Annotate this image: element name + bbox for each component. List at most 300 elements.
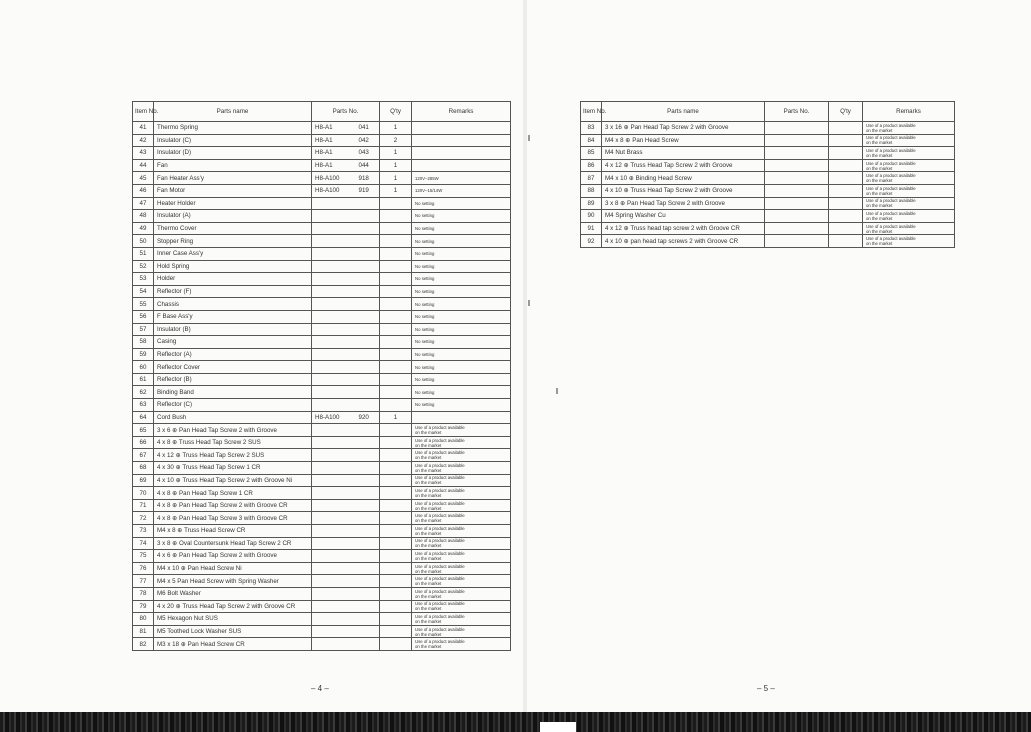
table-row — [133, 474, 511, 487]
quantity — [380, 348, 412, 361]
table-row — [133, 323, 511, 336]
remarks-cell — [412, 310, 511, 323]
parts-name: Casing — [154, 336, 312, 349]
quantity — [829, 147, 863, 160]
remarks-cell — [412, 562, 511, 575]
quantity — [380, 399, 412, 412]
quantity — [380, 537, 412, 550]
parts-no-suffix: 920 — [356, 411, 380, 424]
parts-no-suffix: 042 — [356, 134, 380, 147]
quantity — [380, 247, 412, 260]
remarks-cell — [412, 411, 511, 424]
item-no: 54 — [133, 285, 154, 298]
parts-name: Insulator (B) — [154, 323, 312, 336]
table-row — [581, 147, 955, 160]
table-row — [133, 587, 511, 600]
parts-name: Stopper Ring — [154, 235, 312, 248]
parts-no-suffix — [356, 436, 380, 449]
quantity — [380, 235, 412, 248]
remarks-cell — [412, 298, 511, 311]
remarks-cell — [863, 147, 955, 160]
remarks-line-2: on the market — [415, 480, 442, 486]
parts-name: 4 x 6 ⊕ Pan Head Tap Screw 2 with Groove — [154, 550, 312, 563]
table-row — [581, 159, 955, 172]
parts-name: Inner Case Ass'y — [154, 247, 312, 260]
parts-no-prefix — [312, 499, 356, 512]
table-row — [133, 147, 511, 160]
parts-no-prefix — [312, 235, 356, 248]
quantity — [380, 449, 412, 462]
parts-name: Thermo Cover — [154, 222, 312, 235]
table-row — [133, 550, 511, 563]
remarks-cell — [412, 638, 511, 651]
parts-name: M4 x 5 Pan Head Screw with Spring Washer — [154, 575, 312, 588]
parts-no-prefix — [312, 310, 356, 323]
remarks-cell — [863, 222, 955, 235]
table-header-row — [581, 102, 955, 122]
parts-name: Insulator (D) — [154, 147, 312, 160]
quantity — [380, 285, 412, 298]
parts-no-suffix — [356, 373, 380, 386]
parts-no-prefix — [312, 298, 356, 311]
quantity — [380, 298, 412, 311]
parts-name: Chassis — [154, 298, 312, 311]
scan-speck — [528, 300, 530, 306]
remarks-line-2: on the market — [415, 442, 442, 448]
table-row — [581, 184, 955, 197]
parts-no-suffix — [356, 247, 380, 260]
quantity — [380, 600, 412, 613]
scan-edge-strip — [0, 712, 1031, 732]
parts-no — [765, 122, 829, 135]
parts-no-prefix — [312, 336, 356, 349]
remarks-line-1: Use of a product available — [415, 550, 465, 556]
remarks-line-1: No setting — [415, 339, 435, 345]
parts-name: Reflector (F) — [154, 285, 312, 298]
remarks-cell — [412, 184, 511, 197]
remarks-line-1: Use of a product available — [415, 425, 465, 431]
parts-name: Fan Motor — [154, 184, 312, 197]
quantity — [380, 260, 412, 273]
parts-no-prefix — [312, 373, 356, 386]
table-row — [133, 197, 511, 210]
parts-no-prefix: H8-A1 — [312, 159, 356, 172]
parts-no-prefix — [312, 625, 356, 638]
remarks-cell — [863, 235, 955, 248]
table-row — [133, 537, 511, 550]
remarks-cell — [412, 600, 511, 613]
parts-no-suffix — [356, 537, 380, 550]
item-no: 78 — [133, 587, 154, 600]
item-no: 67 — [133, 449, 154, 462]
remarks-cell — [412, 462, 511, 475]
table-row — [133, 273, 511, 286]
remarks-cell — [412, 273, 511, 286]
scan-speck — [556, 388, 558, 394]
parts-no-prefix — [312, 474, 356, 487]
remarks-cell — [412, 386, 511, 399]
remarks-line-1: No setting — [415, 402, 435, 408]
table-row — [133, 449, 511, 462]
item-no: 45 — [133, 172, 154, 185]
parts-no-prefix — [312, 285, 356, 298]
parts-no-prefix: H8-A1 — [312, 134, 356, 147]
quantity — [380, 424, 412, 437]
remarks-cell — [412, 159, 511, 172]
remarks-line-2: on the market — [415, 505, 442, 511]
quantity — [380, 587, 412, 600]
left-parts-table — [132, 101, 511, 651]
item-no: 53 — [133, 273, 154, 286]
remarks-cell — [412, 247, 511, 260]
col-qty: Q'ty — [829, 102, 863, 122]
parts-name: 4 x 8 ⊕ Truss Head Tap Screw 2 SUS — [154, 436, 312, 449]
parts-no — [765, 235, 829, 248]
table-row — [581, 210, 955, 223]
remarks-line-2: on the market — [415, 593, 442, 599]
quantity: 1 — [380, 147, 412, 160]
scan-edge-notch — [540, 722, 576, 732]
quantity — [380, 474, 412, 487]
item-no: 85 — [581, 147, 602, 160]
remarks-line-2: on the market — [866, 127, 893, 133]
item-no: 71 — [133, 499, 154, 512]
remarks-cell — [412, 323, 511, 336]
parts-name: 3 x 16 ⊕ Pan Head Tap Screw 2 with Groove — [602, 122, 765, 135]
remarks-line-2: on the market — [866, 178, 893, 184]
remarks-line-1: No setting — [415, 200, 435, 206]
parts-no-suffix — [356, 273, 380, 286]
remarks-line-1: Use of a product available — [415, 639, 465, 645]
quantity — [380, 310, 412, 323]
quantity — [380, 197, 412, 210]
right-table-body — [581, 122, 955, 248]
parts-no-prefix — [312, 487, 356, 500]
remarks-line-1: No setting — [415, 377, 435, 383]
parts-no-prefix — [312, 575, 356, 588]
item-no: 83 — [581, 122, 602, 135]
quantity — [380, 562, 412, 575]
remarks-line-2: on the market — [415, 467, 442, 473]
remarks-line-1: No setting — [415, 238, 435, 244]
parts-no-prefix — [312, 424, 356, 437]
remarks-cell — [412, 197, 511, 210]
remarks-cell — [863, 210, 955, 223]
remarks-cell — [412, 373, 511, 386]
table-row — [133, 122, 511, 135]
remarks-line-1: No setting — [415, 289, 435, 295]
remarks-line-1: No setting — [415, 314, 435, 320]
remarks-line-1: Use of a product available — [866, 160, 916, 166]
quantity: 1 — [380, 184, 412, 197]
remarks-line-1: 120V–15/14W — [415, 188, 443, 194]
col-remarks: Remarks — [412, 102, 511, 122]
quantity: 2 — [380, 134, 412, 147]
parts-no-suffix — [356, 525, 380, 538]
parts-no-prefix — [312, 525, 356, 538]
quantity — [829, 159, 863, 172]
remarks-line-1: Use of a product available — [866, 135, 916, 141]
item-no: 43 — [133, 147, 154, 160]
quantity — [380, 487, 412, 500]
remarks-cell — [412, 285, 511, 298]
quantity: 1 — [380, 411, 412, 424]
parts-name: Heater Holder — [154, 197, 312, 210]
parts-no — [765, 147, 829, 160]
quantity: 1 — [380, 172, 412, 185]
col-parts-no: Parts No. — [312, 102, 380, 122]
table-row — [133, 222, 511, 235]
remarks-line-2: on the market — [415, 493, 442, 499]
remarks-cell — [412, 474, 511, 487]
parts-name: 4 x 20 ⊕ Truss Head Tap Screw 2 with Groove CR — [154, 600, 312, 613]
parts-name: 4 x 30 ⊕ Truss Head Tap Screw 1 CR — [154, 462, 312, 475]
parts-no-suffix — [356, 600, 380, 613]
item-no: 50 — [133, 235, 154, 248]
parts-name: Insulator (C) — [154, 134, 312, 147]
parts-no-suffix — [356, 449, 380, 462]
quantity — [380, 361, 412, 374]
parts-name: 4 x 8 ⊕ Pan Head Tap Screw 2 with Groove CR — [154, 499, 312, 512]
parts-name: Holder — [154, 273, 312, 286]
parts-no-suffix — [356, 260, 380, 273]
remarks-line-1: Use of a product available — [415, 462, 465, 468]
remarks-line-1: No setting — [415, 389, 435, 395]
remarks-cell — [412, 361, 511, 374]
item-no: 56 — [133, 310, 154, 323]
remarks-cell — [412, 487, 511, 500]
parts-no-suffix — [356, 562, 380, 575]
parts-no-prefix — [312, 587, 356, 600]
table-row — [133, 386, 511, 399]
parts-name: 4 x 10 ⊕ pan head tap screws 2 with Groove CR — [602, 235, 765, 248]
remarks-cell — [412, 625, 511, 638]
parts-no-suffix — [356, 499, 380, 512]
parts-no — [765, 222, 829, 235]
quantity — [380, 373, 412, 386]
remarks-line-2: on the market — [415, 606, 442, 612]
parts-name: M4 x 10 ⊕ Binding Head Screw — [602, 172, 765, 185]
remarks-cell — [412, 550, 511, 563]
parts-no-prefix — [312, 600, 356, 613]
remarks-line-1: No setting — [415, 351, 435, 357]
item-no: 46 — [133, 184, 154, 197]
table-row — [133, 159, 511, 172]
table-row — [133, 298, 511, 311]
remarks-line-2: on the market — [866, 140, 893, 146]
parts-name: M4 x 8 ⊕ Pan Head Screw — [602, 134, 765, 147]
parts-name: M4 x 10 ⊕ Pan Head Screw Ni — [154, 562, 312, 575]
remarks-cell — [412, 222, 511, 235]
remarks-cell — [412, 537, 511, 550]
remarks-cell — [412, 210, 511, 223]
table-row — [133, 310, 511, 323]
parts-no-prefix — [312, 348, 356, 361]
parts-no-prefix — [312, 550, 356, 563]
table-row — [133, 285, 511, 298]
parts-no-prefix — [312, 436, 356, 449]
parts-name: Thermo Spring — [154, 122, 312, 135]
remarks-cell — [412, 575, 511, 588]
parts-no-prefix — [312, 512, 356, 525]
parts-name: M5 Toothed Lock Washer SUS — [154, 625, 312, 638]
parts-no-suffix: 044 — [356, 159, 380, 172]
remarks-line-1: Use of a product available — [415, 626, 465, 632]
table-row — [133, 424, 511, 437]
table-row — [581, 197, 955, 210]
parts-no-prefix: H8-A100 — [312, 411, 356, 424]
item-no: 47 — [133, 197, 154, 210]
parts-no-suffix — [356, 613, 380, 626]
remarks-line-1: No setting — [415, 263, 435, 269]
item-no: 87 — [581, 172, 602, 185]
remarks-cell — [412, 122, 511, 135]
quantity — [380, 386, 412, 399]
item-no: 61 — [133, 373, 154, 386]
parts-no — [765, 197, 829, 210]
remarks-line-1: Use of a product available — [866, 147, 916, 153]
parts-name: 4 x 12 ⊕ Truss head tap screw 2 with Groove CR — [602, 222, 765, 235]
remarks-cell — [412, 449, 511, 462]
parts-name: 3 x 8 ⊕ Oval Countersunk Head Tap Screw 2 CR — [154, 537, 312, 550]
item-no: 62 — [133, 386, 154, 399]
parts-no-prefix: H8-A1 — [312, 147, 356, 160]
quantity — [380, 323, 412, 336]
item-no: 59 — [133, 348, 154, 361]
parts-name: 3 x 6 ⊕ Pan Head Tap Screw 2 with Groove — [154, 424, 312, 437]
remarks-line-1: Use of a product available — [415, 538, 465, 544]
parts-name: Insulator (A) — [154, 210, 312, 223]
item-no: 66 — [133, 436, 154, 449]
remarks-line-1: Use of a product available — [866, 173, 916, 179]
parts-no-suffix — [356, 575, 380, 588]
table-row — [133, 487, 511, 500]
remarks-line-2: on the market — [415, 530, 442, 536]
quantity — [380, 273, 412, 286]
remarks-line-2: on the market — [415, 568, 442, 574]
table-row — [133, 613, 511, 626]
remarks-line-2: on the market — [415, 618, 442, 624]
parts-name: M5 Hexagon Nut SUS — [154, 613, 312, 626]
item-no: 42 — [133, 134, 154, 147]
remarks-line-1: Use of a product available — [866, 210, 916, 216]
item-no: 52 — [133, 260, 154, 273]
parts-no-suffix — [356, 487, 380, 500]
table-row — [133, 134, 511, 147]
parts-no-prefix: H8-A1 — [312, 122, 356, 135]
quantity — [380, 613, 412, 626]
parts-name: 4 x 8 ⊕ Pan Head Tap Screw 1 CR — [154, 487, 312, 500]
item-no: 82 — [133, 638, 154, 651]
table-row — [133, 512, 511, 525]
right-parts-table — [580, 101, 955, 248]
quantity — [829, 184, 863, 197]
item-no: 90 — [581, 210, 602, 223]
item-no: 69 — [133, 474, 154, 487]
item-no: 58 — [133, 336, 154, 349]
remarks-line-2: on the market — [866, 165, 893, 171]
item-no: 88 — [581, 184, 602, 197]
parts-no-suffix — [356, 310, 380, 323]
remarks-line-2: on the market — [866, 190, 893, 196]
remarks-line-1: Use of a product available — [866, 223, 916, 229]
item-no: 80 — [133, 613, 154, 626]
item-no: 63 — [133, 399, 154, 412]
item-no: 89 — [581, 197, 602, 210]
table-row — [133, 373, 511, 386]
parts-no-suffix — [356, 197, 380, 210]
remarks-line-1: Use of a product available — [415, 450, 465, 456]
remarks-line-2: on the market — [866, 203, 893, 209]
item-no: 55 — [133, 298, 154, 311]
parts-no-prefix — [312, 462, 356, 475]
item-no: 51 — [133, 247, 154, 260]
table-row — [581, 235, 955, 248]
left-table-body — [133, 122, 511, 651]
item-no: 86 — [581, 159, 602, 172]
remarks-line-1: Use of a product available — [866, 185, 916, 191]
item-no: 73 — [133, 525, 154, 538]
quantity — [380, 462, 412, 475]
remarks-cell — [863, 159, 955, 172]
remarks-line-1: Use of a product available — [415, 437, 465, 443]
page-number-right: – 5 – — [757, 684, 775, 693]
item-no: 60 — [133, 361, 154, 374]
col-item-no: Item No. — [581, 102, 602, 122]
parts-no-suffix — [356, 512, 380, 525]
parts-no-prefix — [312, 222, 356, 235]
parts-no-suffix — [356, 638, 380, 651]
quantity — [380, 525, 412, 538]
remarks-cell — [412, 147, 511, 160]
table-row — [133, 525, 511, 538]
remarks-line-1: No setting — [415, 251, 435, 257]
table-row — [133, 638, 511, 651]
quantity — [380, 638, 412, 651]
parts-name: Reflector (C) — [154, 399, 312, 412]
item-no: 48 — [133, 210, 154, 223]
remarks-cell — [412, 348, 511, 361]
remarks-cell — [412, 512, 511, 525]
parts-no-suffix — [356, 210, 380, 223]
parts-no-prefix — [312, 197, 356, 210]
parts-no-suffix — [356, 285, 380, 298]
table-row — [133, 562, 511, 575]
remarks-line-1: Use of a product available — [415, 601, 465, 607]
table-row — [581, 172, 955, 185]
remarks-line-2: on the market — [415, 518, 442, 524]
parts-no-suffix — [356, 462, 380, 475]
parts-no-suffix — [356, 235, 380, 248]
parts-no-prefix — [312, 386, 356, 399]
col-remarks: Remarks — [863, 102, 955, 122]
remarks-line-2: on the market — [866, 241, 893, 247]
table-row — [133, 436, 511, 449]
table-row — [133, 499, 511, 512]
item-no: 74 — [133, 537, 154, 550]
item-no: 49 — [133, 222, 154, 235]
parts-name: 4 x 10 ⊕ Truss Head Tap Screw 2 with Groove — [602, 184, 765, 197]
parts-no-suffix — [356, 222, 380, 235]
parts-name: M4 x 8 ⊕ Truss Head Screw CR — [154, 525, 312, 538]
item-no: 81 — [133, 625, 154, 638]
parts-no-prefix — [312, 449, 356, 462]
item-no: 76 — [133, 562, 154, 575]
remarks-line-1: No setting — [415, 226, 435, 232]
quantity — [829, 122, 863, 135]
parts-no-suffix — [356, 336, 380, 349]
quantity — [380, 222, 412, 235]
